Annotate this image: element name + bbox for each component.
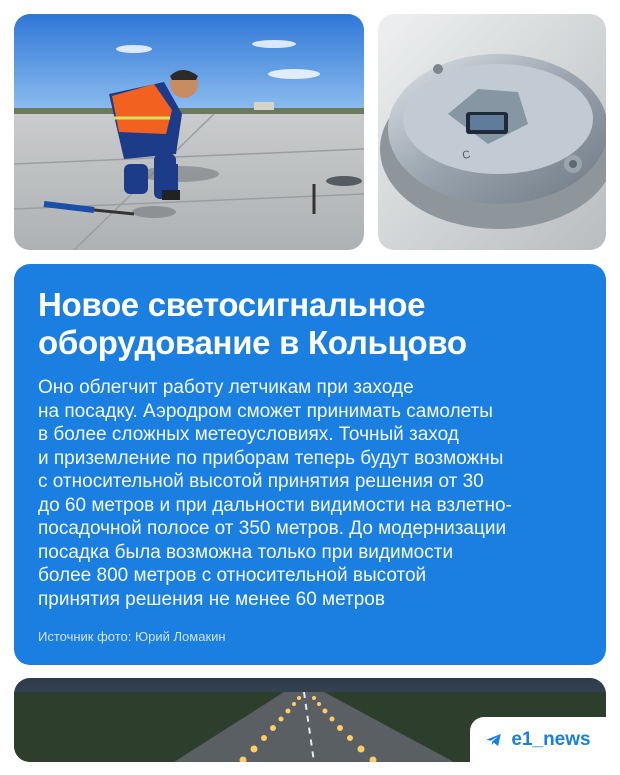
photo-credit: Источник фото: Юрий Ломакин xyxy=(38,629,226,644)
photo-worker-on-runway xyxy=(14,14,364,250)
article-body: Оно облегчит работу летчикам при заходе на посадку. Аэродром сможет принимать самолеты в более сложных метеоусловиях. Точный заход и приземление по приборам теперь будут возможны с относительной высотой принятия решения от 30 до 60 метров и при дальности видимости на взлетно- посадочной полосе от 350 метров. До модернизации посадка была возможна только при видимости более 800 метров с относительной высотой принятия решения не менее 60 метров xyxy=(38,377,512,610)
svg-text:C: C xyxy=(461,148,472,162)
source-badge[interactable] xyxy=(470,717,606,763)
news-card xyxy=(14,264,606,665)
photo-runway-light-fixture xyxy=(378,14,606,250)
headline: Новое светосигнальное оборудование в Кольцово xyxy=(38,286,467,361)
source-label: e1_news xyxy=(511,729,591,750)
telegram-icon xyxy=(485,731,503,749)
